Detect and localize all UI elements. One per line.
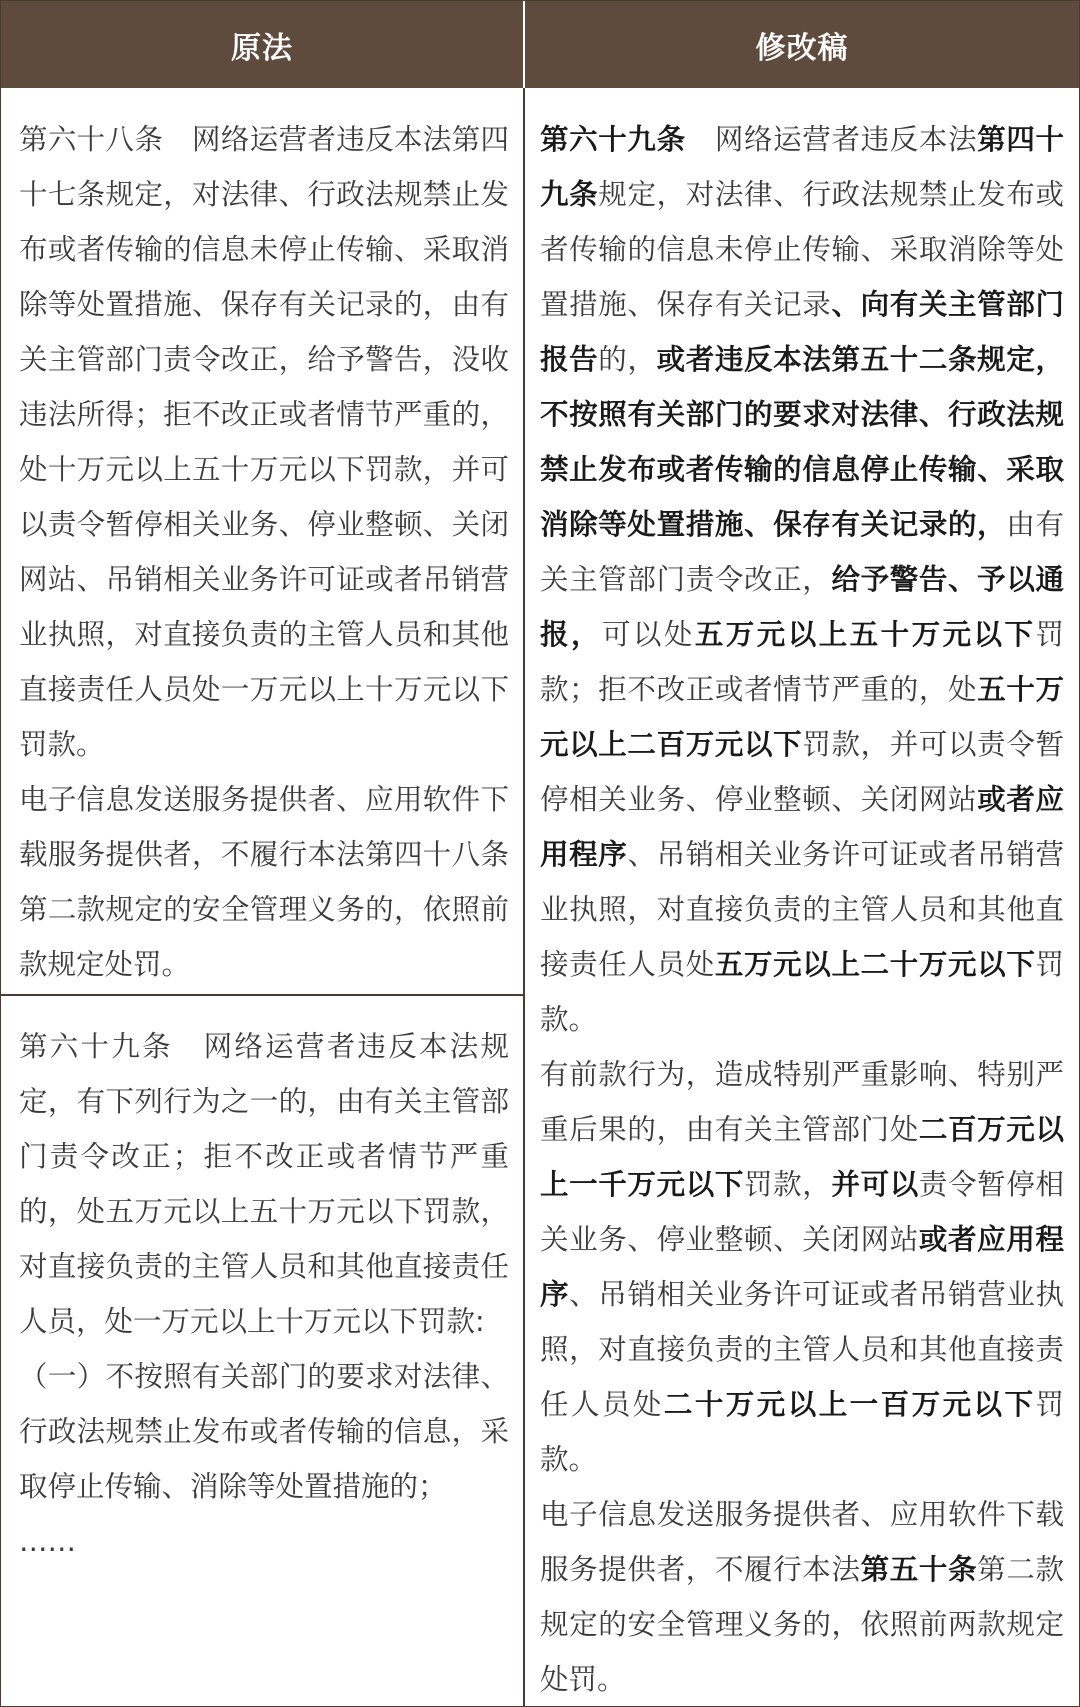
- original-article-69-cell: [19, 1019, 509, 1569]
- original-article-68-paragraph-1: 第六十八条 网络运营者违反本法第四十七条规定，对法律、行政法规禁止发布或者传输的信息未停止传输、采取消除等处置措施、保存有关记录的，由有关主管部门责令改正，给予警告，没收违法所得；拒不改正或者情节严重的，处十万元以上五十万元以下罚款，并可以责令暂停相关业务、停业整顿、关闭网站、吊销相关业务许可证或者吊销营业执照，对直接负责的主管人员和其他直接责任人员处一万元以上十万元以下罚款。: [19, 123, 509, 761]
- bold-amendment-text: 五万元以上二十万元以下: [714, 948, 1036, 981]
- header-revised-draft: 修改稿: [755, 30, 849, 66]
- row-divider-left: [1, 994, 523, 996]
- header-original-law: 原法: [231, 30, 293, 66]
- revised-text-segment: 罚款，: [744, 1168, 832, 1201]
- revised-text-segment: 责令暂停相关业务、停业整顿、关闭网站: [540, 1168, 1064, 1256]
- original-article-68-cell: [19, 112, 509, 992]
- bold-amendment-text: 、向有关主管部门报告: [540, 288, 1064, 376]
- revised-text-segment: 、吊销相关业务许可证或者吊销营业执照，对直接负责的主管人员和其他直接责任人员处: [540, 838, 1064, 981]
- revised-paragraph-2: [540, 1047, 1064, 1487]
- bold-amendment-text: 第四十九条: [540, 123, 1064, 211]
- revised-text-segment: 、吊销相关业务许可证或者吊销营业执照，对直接负责的主管人员和其他直接责任人员处: [540, 1278, 1064, 1421]
- revised-text-segment: 罚款。: [540, 948, 1064, 1036]
- bold-amendment-text: 或者应用程序: [540, 783, 1064, 871]
- bold-amendment-text: 或者违反本法第五十二条规定，不按照有关部门的要求对法律、行政法规禁止发布或者传输的信息停止传输、采取消除等处置措施、保存有关记录的，: [540, 343, 1064, 541]
- original-article-69-ellipsis: ……: [19, 1525, 76, 1558]
- bold-amendment-text: 或者应用程序: [540, 1223, 1064, 1311]
- bold-amendment-text: 并可以: [831, 1168, 919, 1201]
- revised-text-segment: 规定，对法律、行政法规禁止发布或者传输的信息未停止传输、采取消除等处置措施、保存有关记录: [540, 178, 1064, 321]
- revised-text-segment: 网络运营者违反本法: [685, 123, 978, 156]
- revised-text-segment: 有前款行为，造成特别严重影响、特别严重后果的，由有关主管部门处: [540, 1058, 1064, 1146]
- bold-amendment-text: 五万元以上五十万元以下: [694, 618, 1036, 651]
- revised-text-segment: 第二款规定的安全管理义务的，依照前两款规定处罚。: [540, 1553, 1064, 1696]
- bold-amendment-text: 二十万元以上一百万元以下: [663, 1388, 1036, 1421]
- original-article-69-paragraph-1: 第六十九条 网络运营者违反本法规定，有下列行为之一的，由有关主管部门责令改正；拒不改正或者情节严重的，处五万元以上五十万元以下罚款，对直接负责的主管人员和其他直接责任人员，处一万元以上十万元以下罚款:: [19, 1030, 509, 1338]
- bold-amendment-text: 第五十条: [860, 1553, 978, 1586]
- bold-amendment-text: 五十万元以上二百万元以下: [540, 673, 1064, 761]
- bold-amendment-text: 给予警告、予以通报，: [540, 563, 1064, 651]
- revised-text-segment: 电子信息发送服务提供者、应用软件下载服务提供者，不履行本法: [540, 1498, 1064, 1586]
- revised-text-segment: 的，: [598, 343, 657, 376]
- original-article-68-paragraph-2: 电子信息发送服务提供者、应用软件下载服务提供者，不履行本法第四十八条第二款规定的安全管理义务的，依照前款规定处罚。: [19, 783, 509, 981]
- column-divider: [523, 88, 525, 1706]
- original-article-69-item-1: （一）不按照有关部门的要求对法律、行政法规禁止发布或者传输的信息，采取停止传输、消除等处置措施的；: [19, 1360, 509, 1503]
- revised-paragraph-1: [540, 112, 1064, 1047]
- table-header: [1, 1, 1079, 88]
- revised-article-69-cell: [540, 112, 1064, 1707]
- revised-text-segment: 由有关主管部门责令改正，: [540, 508, 1064, 596]
- bold-amendment-text: 二百万元以上一千万元以下: [540, 1113, 1064, 1201]
- revised-text-segment: 罚款；拒不改正或者情节严重的，处: [540, 618, 1064, 706]
- revised-paragraph-3: [540, 1487, 1064, 1707]
- revised-text-segment: 可以处: [601, 618, 695, 651]
- revised-text-segment: 罚款。: [540, 1388, 1064, 1476]
- bold-amendment-text: 第六十九条: [540, 123, 686, 156]
- revised-text-segment: 罚款，并可以责令暂停相关业务、停业整顿、关闭网站: [540, 728, 1064, 816]
